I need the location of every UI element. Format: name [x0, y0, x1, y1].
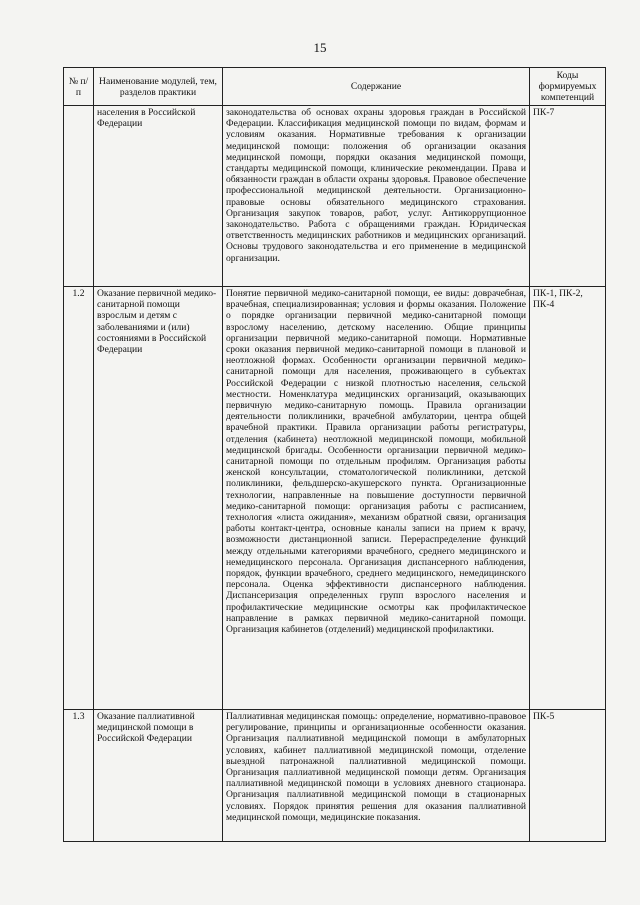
curriculum-table: [63, 67, 606, 842]
table-row: [64, 106, 606, 287]
row-number: [64, 106, 94, 287]
row-module-name: Оказание паллиативной медицинской помощи в Российской Федерации: [94, 710, 223, 842]
header-number: № п/п: [64, 68, 94, 106]
row-competency-codes: ПК-7: [530, 106, 606, 287]
row-competency-codes: ПК-1, ПК-2, ПК-4: [530, 287, 606, 710]
row-competency-codes: ПК-5: [530, 710, 606, 842]
row-content: Паллиативная медицинская помощь: определение, нормативно-правовое регулирование, принципы и организационные особенности оказания. Организация паллиативной медицинской помощи в амбулаторных условиях, кабинет паллиативной медицинской помощи, отделение выездной патронажной паллиативной медицинской помощи. Организация паллиативной медицинской помощи детям. Организация паллиативной медицинской помощи в условиях дневного стационара. Организация паллиативной медицинской помощи в стационарных условиях. Порядок принятия решения для оказания паллиативной медицинской помощи, медицинские показания.: [223, 710, 530, 842]
header-competency-codes: Коды формируемых компетенций: [530, 68, 606, 106]
row-content: Понятие первичной медико-санитарной помощи, ее виды: доврачебная, врачебная, специализированная; условия и формы оказания. Положение о порядке организации первичной медико-санитарной помощи взрослому населению, детскому населению. Общие принципы организации первичной медико-санитарной помощи. Нормативные сроки оказания первичной медико-санитарной помощи в плановой и неотложной формах. Особенности организации первичной медико-санитарной помощи для населения, проживающего в субъектах Российской Федерации с низкой плотностью населения, сельской местности. Номенклатура медицинских организаций, оказывающих первичную медико-санитарную помощь. Правила организации деятельности поликлиники, врачебной амбулатории, центра общей врачебной практики. Правила организации работы регистратуры, отделения (кабинета) неотложной медицинской помощи, мобильной медицинской бригады. Особенности организации первичной медико-санитарной помощи по отдельным профилям. Организация работы женской консультации, стоматологической поликлиники, детской поликлиники, фельдшерско-акушерского пункта. Организационные технологии, направленные на повышение доступности первичной медико-санитарной помощи: организация работы с расписанием, технология «листа ожидания», механизм обратной связи, организация работы контакт-центра, основные каналы записи на прием к врачу, возможности дистанционной записи. Перераспределение функций между отдельными категориями врачебного, среднего медицинского и немедицинского персонала. Организация диспансерного наблюдения, порядок, функции врачебного, среднего медицинского, немедицинского персонала. Оценка эффективности диспансерного наблюдения. Диспансеризация определенных групп взрослого населения и профилактические медицинские осмотры как профилактическое направление в рамках первичной медико-санитарной помощи. Организация кабинетов (отделений) медицинской профилактики.: [223, 287, 530, 710]
table-row: [64, 710, 606, 842]
header-content: Содержание: [223, 68, 530, 106]
row-number: 1.2: [64, 287, 94, 710]
header-module-name: Наименование модулей, тем, разделов практики: [94, 68, 223, 106]
table-row: [64, 287, 606, 710]
row-content: законодательства об основах охраны здоровья граждан в Российской Федерации. Классификация медицинской помощи по видам, формам и условиям оказания. Нормативные требования к организации медицинской помощи: положения об организации оказания медицинской помощи, порядки оказания медицинской помощи, стандарты медицинской помощи, клинические рекомендации. Права и обязанности граждан в области охраны здоровья. Правовое обеспечение профессиональной медицинской деятельности. Организационно-правовые основы обязательного медицинского страхования. Организация закупок товаров, работ, услуг. Антикоррупционное законодательство. Работа с обращениями граждан. Юридическая ответственность медицинских работников и медицинских организаций. Основы трудового законодательства и его применение в медицинской организации.: [223, 106, 530, 287]
row-module-name: населения в Российской Федерации: [94, 106, 223, 287]
row-number: 1.3: [64, 710, 94, 842]
row-module-name: Оказание первичной медико-санитарной помощи взрослым и детям с заболеваниями и (или) состояниями в Российской Федерации: [94, 287, 223, 710]
table-header-row: [64, 68, 606, 106]
page-number: 15: [313, 40, 327, 55]
